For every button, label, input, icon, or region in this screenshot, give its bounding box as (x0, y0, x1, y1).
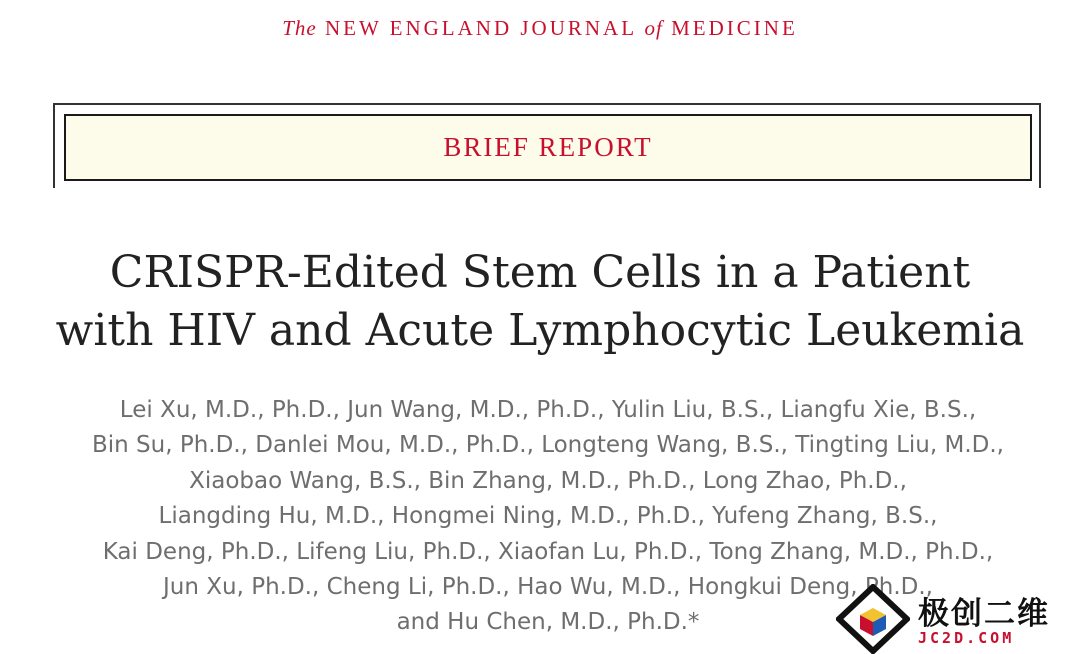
author-line: and Hu Chen, M.D., Ph.D.* (396, 609, 700, 636)
author-line: Xiaobao Wang, B.S., Bin Zhang, M.D., Ph.D., Long Zhao, Ph.D., (189, 467, 907, 494)
title-line-2: with HIV and Acute Lymphocytic Leukemia (55, 305, 1025, 356)
journal-masthead (0, 16, 1080, 41)
watermark-domain: JC2D.COM (918, 629, 1015, 647)
author-line: Jun Xu, Ph.D., Cheng Li, Ph.D., Hao Wu, M.D., Hongkui Deng, Ph.D., (163, 574, 933, 601)
watermark-text: 极创二维 (918, 596, 1050, 632)
site-watermark (836, 584, 1080, 654)
section-label: BRIEF REPORT (443, 132, 653, 162)
author-line: Liangding Hu, M.D., Hongmei Ning, M.D., Ph.D., Yufeng Zhang, B.S., (158, 503, 938, 530)
masthead-name-part2: MEDICINE (671, 16, 798, 40)
cube-logo-icon (836, 584, 910, 654)
masthead-the: The (282, 16, 317, 40)
section-banner (64, 114, 1032, 181)
author-line: Lei Xu, M.D., Ph.D., Jun Wang, M.D., Ph.D., Yulin Liu, B.S., Liangfu Xie, B.S., (119, 397, 977, 423)
article-title (0, 244, 1080, 360)
title-line-1: CRISPR-Edited Stem Cells in a Patient (109, 247, 971, 298)
masthead-of: of (644, 16, 663, 40)
author-line: Bin Su, Ph.D., Danlei Mou, M.D., Ph.D., Longteng Wang, B.S., Tingting Liu, M.D., (92, 432, 1004, 459)
masthead-name-part1: NEW ENGLAND JOURNAL (324, 16, 637, 40)
author-line: Kai Deng, Ph.D., Lifeng Liu, Ph.D., Xiaofan Lu, Ph.D., Tong Zhang, M.D., Ph.D., (102, 538, 994, 565)
